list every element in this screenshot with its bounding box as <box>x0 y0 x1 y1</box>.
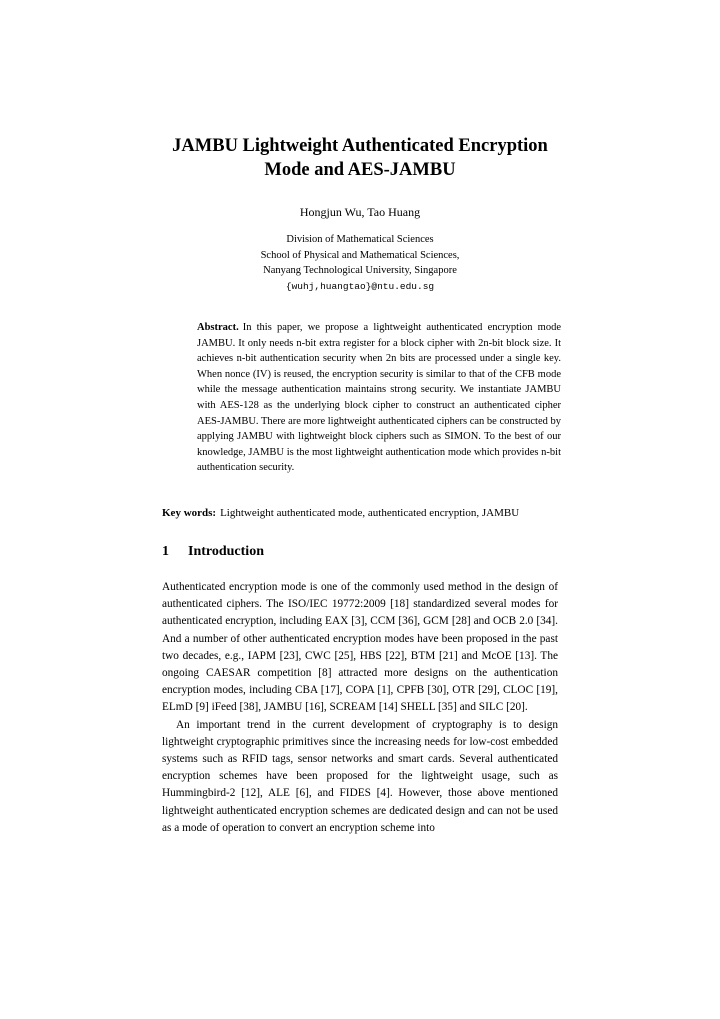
abstract-block <box>197 320 561 476</box>
paper-title <box>150 134 570 182</box>
keywords-block <box>162 505 602 521</box>
title-line-1: JAMBU Lightweight Authenticated Encryption <box>172 136 548 156</box>
affiliation-line-1: Division of Mathematical Sciences <box>286 234 434 245</box>
affiliation-line-2: School of Physical and Mathematical Sciences, <box>260 249 460 261</box>
abstract-text: In this paper, we propose a lightweight authenticated encryption mode JAMBU. It only needs n-bit extra register for a block cipher with 2n-bit block size. It achieves n-bit authentication security when 2n bits are processed under a single key. When nonce (IV) is reused, the encryption security is similar to that of the CFB mode while the message authentication maintains strong security. We instantiate JAMBU with AES-128 as the underlying block cipher to construct an authenticated cipher AES-JAMBU. There are more lightweight authenticated ciphers can be constructed by applying JAMBU with lightweight block ciphers such as SIMON. To the best of our knowledge, JAMBU is the most lightweight authentication mode which provides n-bit authentication security. <box>197 322 561 474</box>
paragraph: Authenticated encryption mode is one of the commonly used method in the design of authenticated ciphers. The ISO/IEC 19772:2009 [18] standardized several modes for authenticated encryption, including EAX [3], CCM [36], GCM [28] and OCB 2.0 [34]. And a number of other authenticated encryption modes have been proposed in the past two decades, e.g., IAPM [23], CWC [25], HBS [22], BTM [21] and McOE [13]. The ongoing CAESAR competition [8] attracted more designs on the authentication encryption modes, including CBA [17], COPA [1], CPFB [30], OTR [29], CLOC [19], ELmD [9] iFeed [38], JAMBU [16], SCREAM [14] SHELL [35] and SILC [20]. <box>162 581 558 714</box>
body-text <box>162 579 558 837</box>
keywords-text: Lightweight authenticated mode, authenticated encryption, JAMBU <box>220 507 520 519</box>
section-title: Introduction <box>188 544 264 559</box>
affiliation-line-3: Nanyang Technological University, Singapore <box>263 265 457 276</box>
author-email: {wuhj,huangtao}@ntu.edu.sg <box>285 280 435 292</box>
affiliation-block <box>150 232 570 294</box>
section-heading <box>162 543 562 561</box>
section-number: 1 <box>162 544 169 559</box>
abstract-label: Abstract. <box>197 322 239 333</box>
title-line-2: Mode and AES-JAMBU <box>264 160 456 180</box>
author-list: Hongjun Wu, Tao Huang <box>299 205 421 219</box>
keywords-label: Key words: <box>162 507 217 519</box>
paragraph: An important trend in the current development of cryptography is to design lightweight cryptographic primitives since the increasing needs for low-cost embedded systems such as RFID tags, sensor networks and smart cards. Several authenticated encryption schemes have been proposed for the lightweight usage, such as Hummingbird-2 [12], ALE [6], and FIDES [4]. However, those above mentioned lightweight authenticated encryption schemes are dedicated design and can not be used as a mode of operation to convert an encryption scheme into <box>162 718 558 834</box>
